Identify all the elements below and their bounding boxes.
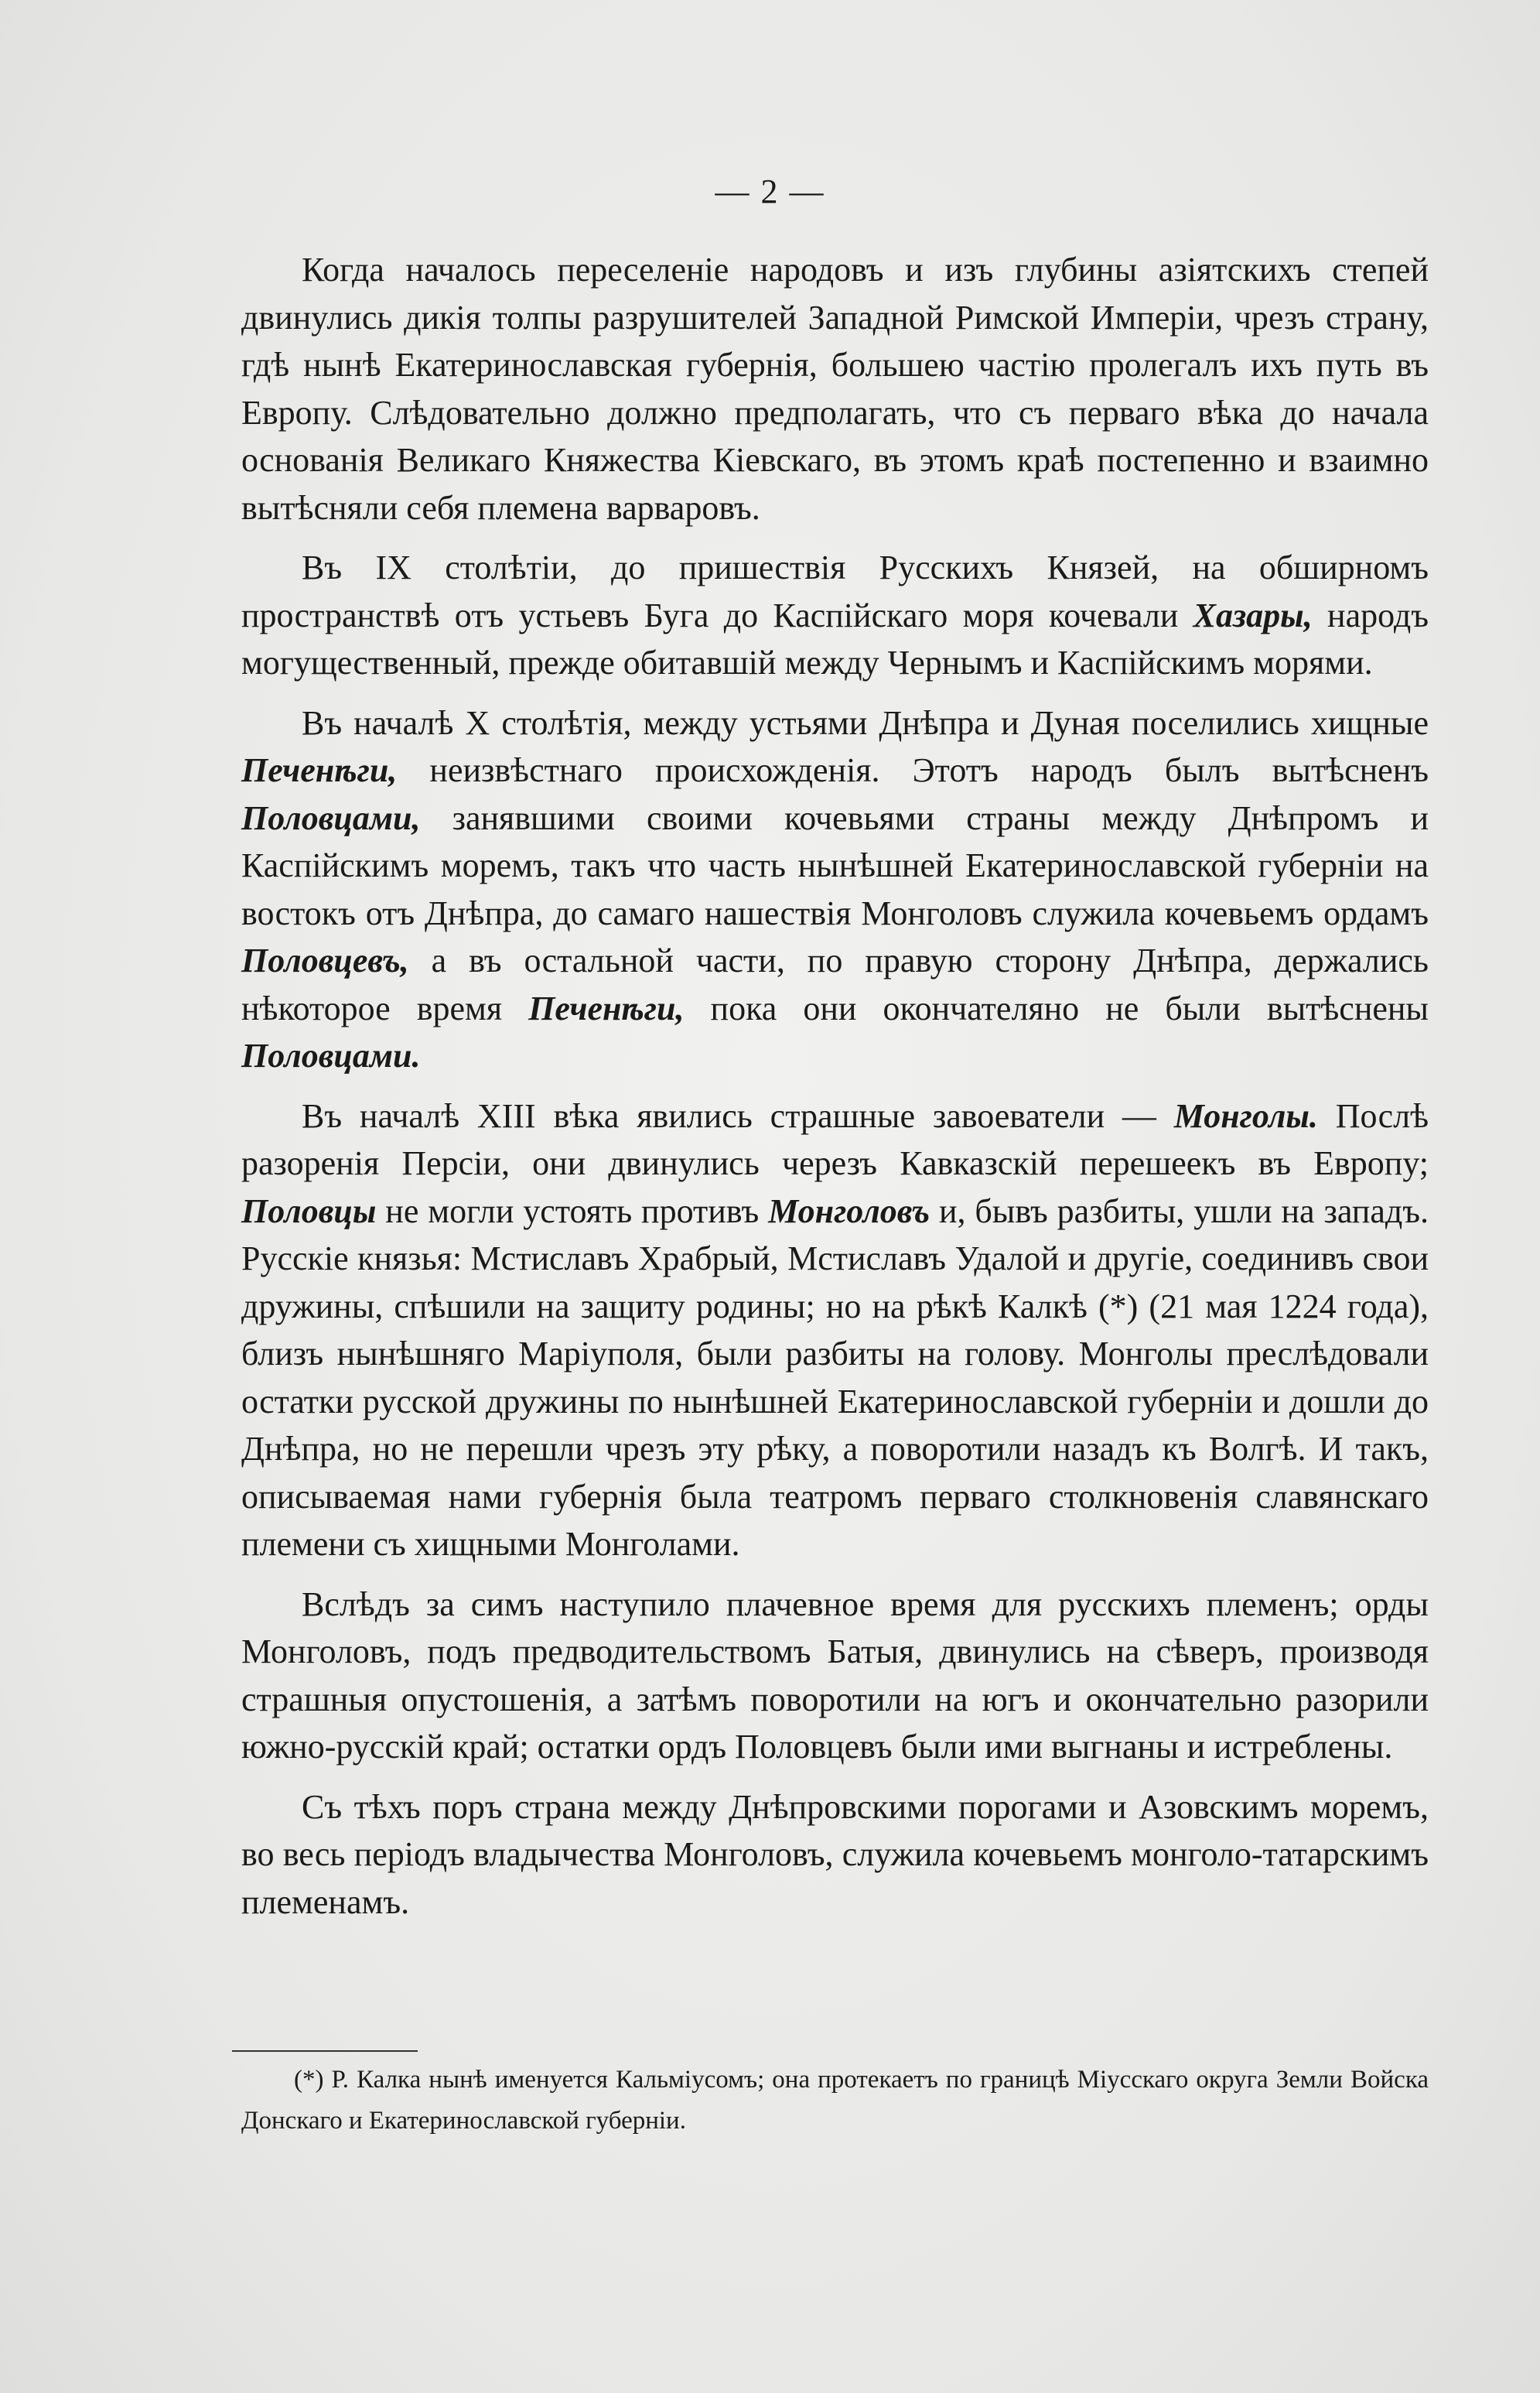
- footnote: [241, 2060, 1429, 2142]
- paragraph-text: Вслѣдъ за симъ наступило плачевное время для русскихъ племенъ; орды Монголовъ, подъ предводительствомъ Батыя, двинулись на сѣверъ, производя страшныя опустошенія, а затѣмъ поворотили на югъ и окончательно разорили южно-русскій край; остатки ордъ Половцевъ были ими выгнаны и истреблены.: [241, 1585, 1429, 1766]
- paragraph-text: Послѣ разоренія Персіи, они двинулись черезъ Кавказскій перешеекъ въ Европу;: [241, 1096, 1429, 1182]
- paragraph-text: Когда началось переселеніе народовъ и изъ глубины азіятскихъ степей двинулись дикія толпы разрушителей Западной Римской Имперіи, чрезъ страну, гдѣ нынѣ Екатеринославская губернія, большею частію пролегалъ ихъ путь въ Европу. Слѣдовательно должно предполагать, что съ перваго вѣка до начала основанія Великаго Княжества Кіевскаго, въ этомъ краѣ постепенно и взаимно вытѣсняли себя племена варваровъ.: [241, 251, 1429, 527]
- paragraph-text: неизвѣстнаго происхожденія. Этотъ народъ былъ вытѣсненъ: [397, 751, 1429, 789]
- paragraph-text: Въ началѣ X столѣтія, между устьями Днѣпра и Дуная поселились хищные: [302, 703, 1429, 742]
- emphasis-polovtsy: Половцевъ,: [241, 942, 409, 979]
- paragraph-text: занявшими своими кочевьями страны между Днѣпромъ и Каспійскимъ моремъ, такъ что часть нынѣшней Екатеринославской губерніи на востокъ отъ Днѣпра, до самаго нашествія Монголовъ служила кочевьемъ ордамъ: [241, 798, 1429, 932]
- paragraph-batu: [241, 1581, 1429, 1771]
- footnote-divider: [232, 2050, 418, 2052]
- paragraph-migration: [241, 246, 1429, 532]
- emphasis-polovtsy: Половцами.: [241, 1037, 421, 1075]
- emphasis-mongols: Монголы.: [1173, 1096, 1318, 1135]
- paragraph-text: пока они окончателяно не были вытѣснены: [684, 989, 1429, 1027]
- emphasis-polovtsy: Половцами,: [241, 798, 421, 837]
- body-text: [241, 246, 1429, 1938]
- paragraph-text: народъ могущественный, прежде обитавшій между Чернымъ и Каспійскимъ морями.: [241, 596, 1429, 682]
- page-number: — 2 —: [715, 173, 825, 210]
- paragraph-text: не могли устоять противъ: [376, 1191, 769, 1230]
- paragraph-text: Въ IX столѣтіи, до пришествія Русскихъ Князей, на обширномъ пространствѣ отъ устьевъ Буга до Каспійскаго моря кочевали: [241, 549, 1429, 634]
- paragraph-tatars: [241, 1783, 1429, 1926]
- paragraph-pechenegs: [241, 699, 1429, 1080]
- paragraph-text: Въ началѣ XIII вѣка явились страшные завоеватели —: [302, 1096, 1174, 1135]
- paragraph-text: Съ тѣхъ поръ страна между Днѣпровскими порогами и Азовскимъ моремъ, во весь періодъ владычества Монголовъ, служила кочевьемъ монголо-татарскимъ племенамъ.: [241, 1787, 1429, 1921]
- paragraph-khazars: [241, 544, 1429, 687]
- emphasis-khazars: Хазары,: [1193, 596, 1313, 634]
- paragraph-mongols: [241, 1092, 1429, 1568]
- emphasis-pechenegs: Печенѣги,: [528, 989, 685, 1027]
- paragraph-text: а въ остальной части, по правую сторону Днѣпра, держались нѣкоторое время: [241, 942, 1429, 1027]
- emphasis-pechenegs: Печенѣги,: [241, 751, 398, 789]
- paragraph-text: и, бывъ разбиты, ушли на западъ. Русскіе князья: Мстиславъ Храбрый, Мстиславъ Удалой и другіе, соединивъ свои дружины, спѣшили на защиту родины; но на рѣкѣ Калкѣ (*) (21 мая 1224 года), близъ нынѣшняго Маріуполя, были разбиты на голову. Монголы преслѣдовали остатки русской дружины по нынѣшней Екатеринославской губерніи и дошли до Днѣпра, но не перешли чрезъ эту рѣку, а поворотили назадъ къ Волгѣ. И такъ, описываемая нами губернія была театромъ перваго столкновенія славянскаго племени съ хищными Монголами.: [241, 1191, 1429, 1563]
- emphasis-polovtsy: Половцы: [241, 1191, 377, 1230]
- footnote-text: (*) Р. Калка нынѣ именуется Кальміусомъ; она протекаетъ по границѣ Міусскаго округа Земли Войска Донскаго и Екатеринославской губерніи.: [241, 2066, 1429, 2135]
- emphasis-mongols: Монголовъ: [768, 1191, 930, 1230]
